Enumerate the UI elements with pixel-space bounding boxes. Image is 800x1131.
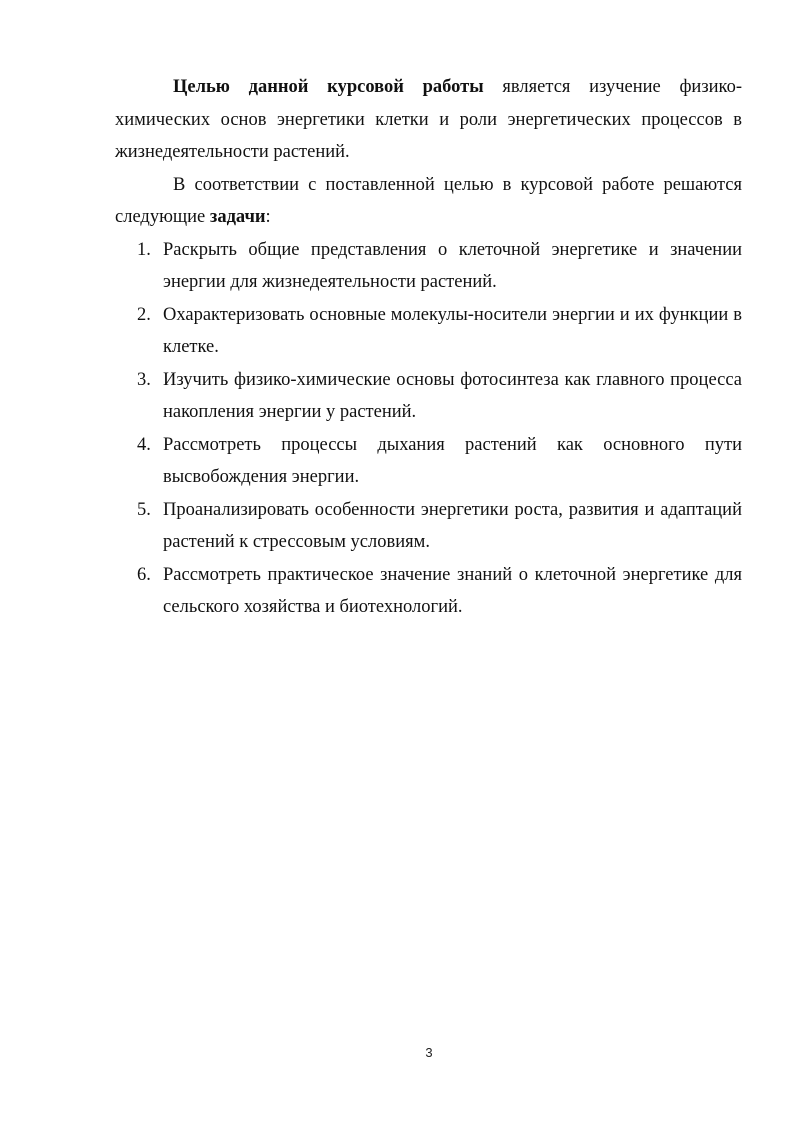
list-item-text: Проанализировать особенности энергетики роста, развития и адаптаций растений к стрессовым условиям. — [163, 499, 742, 552]
list-item-text: Рассмотреть процессы дыхания растений как основного пути высвобождения энергии. — [163, 434, 742, 487]
tasks-intro-text: В соответствии с поставленной целью в курсовой работе решаются следующие — [115, 174, 742, 227]
list-item — [115, 494, 742, 559]
body-text — [115, 71, 742, 624]
list-item — [115, 299, 742, 364]
tasks-intro-paragraph — [115, 169, 742, 234]
list-item — [115, 364, 742, 429]
list-item-number: 5. — [137, 499, 151, 520]
list-item-text: Охарактеризовать основные молекулы-носители энергии и их функции в клетке. — [163, 304, 742, 357]
list-item-text: Раскрыть общие представления о клеточной энергетике и значении энергии для жизнедеятельности растений. — [163, 239, 742, 292]
list-item-number: 3. — [137, 369, 151, 390]
tasks-intro-colon: : — [265, 207, 271, 227]
tasks-heading: задачи — [209, 207, 266, 227]
goal-heading: Целью данной курсовой работы — [173, 77, 484, 97]
task-list — [115, 234, 742, 624]
list-item-text: Рассмотреть практическое значение знаний о клеточной энергетике для сельского хозяйства и биотехнологий. — [163, 564, 742, 617]
goal-text: является изучение физико-химических основ энергетики клетки и роли энергетических процессов в жизнедеятельности растений. — [115, 77, 743, 162]
list-item — [115, 429, 742, 494]
goal-paragraph — [115, 71, 742, 169]
list-item-number: 2. — [137, 304, 151, 325]
list-item-text: Изучить физико-химические основы фотосинтеза как главного процесса накопления энергии у растений. — [163, 369, 742, 422]
list-item — [115, 559, 742, 624]
page-number: 3 — [425, 1045, 433, 1060]
list-item-number: 4. — [137, 434, 151, 455]
list-item-number: 6. — [137, 564, 151, 585]
list-item-number: 1. — [137, 239, 151, 260]
list-item — [115, 234, 742, 299]
